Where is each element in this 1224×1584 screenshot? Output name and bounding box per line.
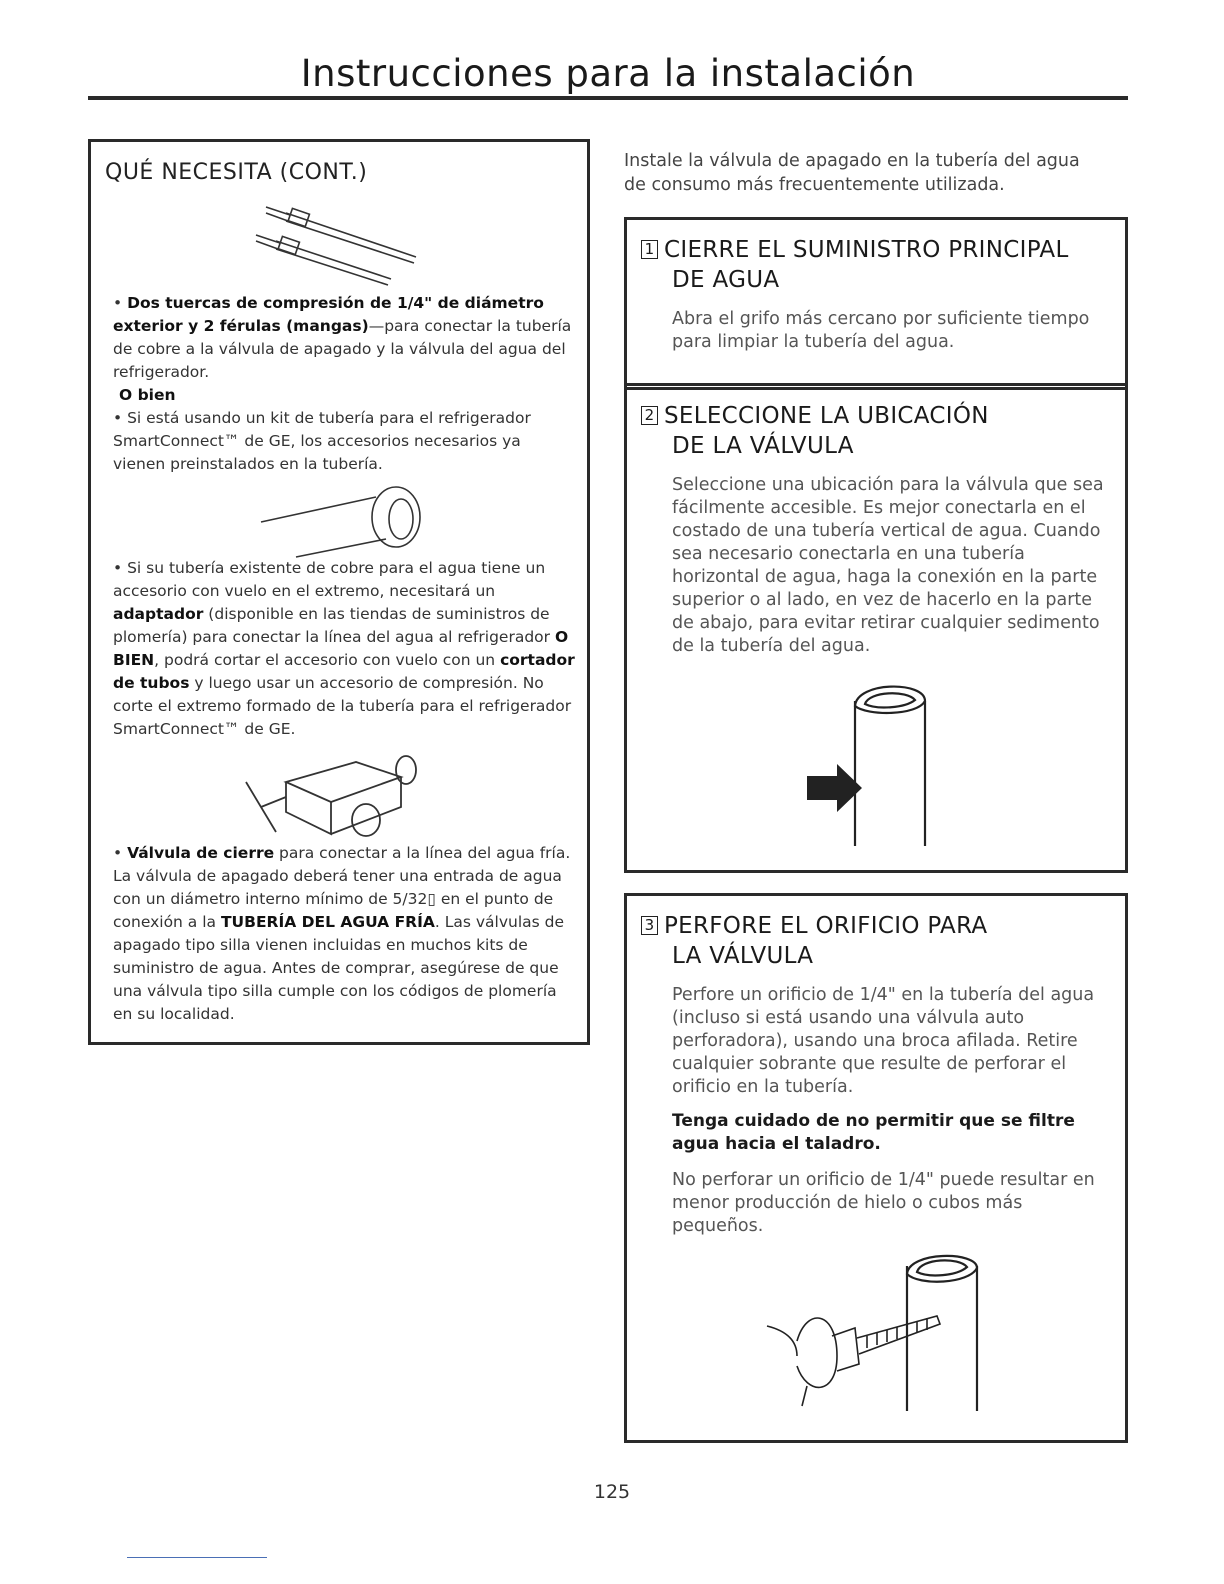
item-adapter: • Si su tubería existente de cobre para el agua tiene un accesorio con vuelo en el extremo, necesitará un adaptador (disponible en las tiendas de suministros de plomería) para conectar la línea del agua al refrigerador O BIEN, podrá cortar el accesorio con vuelo con un cortador de tubos y luego usar un accesorio de compresión. No corte el extremo formado de la tubería para el refrigerador SmartConnect™ de GE.	[113, 557, 578, 741]
drill-pipe-illustration	[737, 1246, 987, 1431]
or-label-1: O bien	[119, 386, 176, 404]
what-you-need-heading: QUÉ NECESITA (CONT.)	[105, 160, 368, 185]
step-3-title: 3 PERFORE EL ORIFICIO PARA LA VÁLVULA	[641, 911, 987, 971]
step-1-body: Abra el grifo más cercano por suficiente tiempo para limpiar la tubería del agua.	[672, 309, 1090, 352]
item-shutoff-valve: • Válvula de cierre para conectar a la línea del agua fría. La válvula de apagado deberá tener una entrada de agua con un diámetro interno mínimo de 5/32▯ en el punto de conexión a la TUBERÍA DEL AGUA FRÍA. Las válvulas de apagado tipo silla vienen incluidas en muchos kits de suministro de agua. Antes de comprar, asegúrese de que una válvula tipo silla cumple con los códigos de plomería en su localidad.	[113, 842, 578, 1026]
step-3-number: 3	[641, 916, 658, 935]
step-2-title: 2 SELECCIONE LA UBICACIÓN DE LA VÁLVULA	[641, 401, 989, 461]
what-you-need-box	[88, 139, 590, 1045]
step-3-body: Perfore un orificio de 1/4" en la tubería del agua (incluso si está usando una válvula auto perforadora), usando una broca afilada. Retire cualquier sobrante que resulte de perforar el orificio en la tubería.	[672, 985, 1095, 1097]
page-number: 125	[593, 1481, 631, 1503]
footer-divider	[127, 1557, 267, 1558]
step-1-box	[624, 217, 1128, 390]
step-3-note: No perforar un orificio de 1/4" puede resultar en menor producción de hielo o cubos más pequeños.	[672, 1170, 1095, 1236]
step-2-number: 2	[641, 406, 658, 425]
page-title: Instrucciones para la instalación	[300, 52, 916, 95]
step-2-body: Seleccione una ubicación para la válvula que sea fácilmente accesible. Es mejor conectarla en el costado de una tubería vertical de agua. Cuando sea necesario conectarla en una tubería horizontal de agua, haga la conexión en la parte superior o al lado, en vez de hacerlo en la parte de abajo, para evitar retirar cualquier sedimento de la tubería del agua.	[672, 475, 1104, 656]
flared-tube-illustration	[256, 477, 426, 567]
item-smartconnect-kit: • Si está usando un kit de tubería para el refrigerador SmartConnect™ de GE, los accesorios necesarios ya vienen preinstalados en la tubería.	[113, 407, 573, 476]
step-3-box	[624, 893, 1128, 1443]
step-1-number: 1	[641, 240, 658, 259]
step-1-title: 1 CIERRE EL SUMINISTRO PRINCIPAL DE AGUA	[641, 235, 1069, 295]
compression-nuts-illustration	[246, 197, 426, 287]
title-divider	[88, 96, 1128, 100]
arrow-icon	[807, 764, 862, 812]
step-2-box	[624, 383, 1128, 873]
item-compression-nuts: • Dos tuercas de compresión de 1/4" de diámetro exterior y 2 férulas (mangas)—para conectar la tubería de cobre a la válvula de apagado y la válvula del agua del refrigerador.	[113, 292, 578, 384]
intro-text: Instale la válvula de apagado en la tubería del agua de consumo más frecuentemente utilizada.	[624, 151, 1080, 195]
shutoff-valve-illustration	[236, 742, 421, 842]
step-3-warning: Tenga cuidado de no permitir que se filtre agua hacia el taladro.	[672, 1111, 1075, 1154]
vertical-pipe-arrow-illustration	[797, 676, 937, 856]
